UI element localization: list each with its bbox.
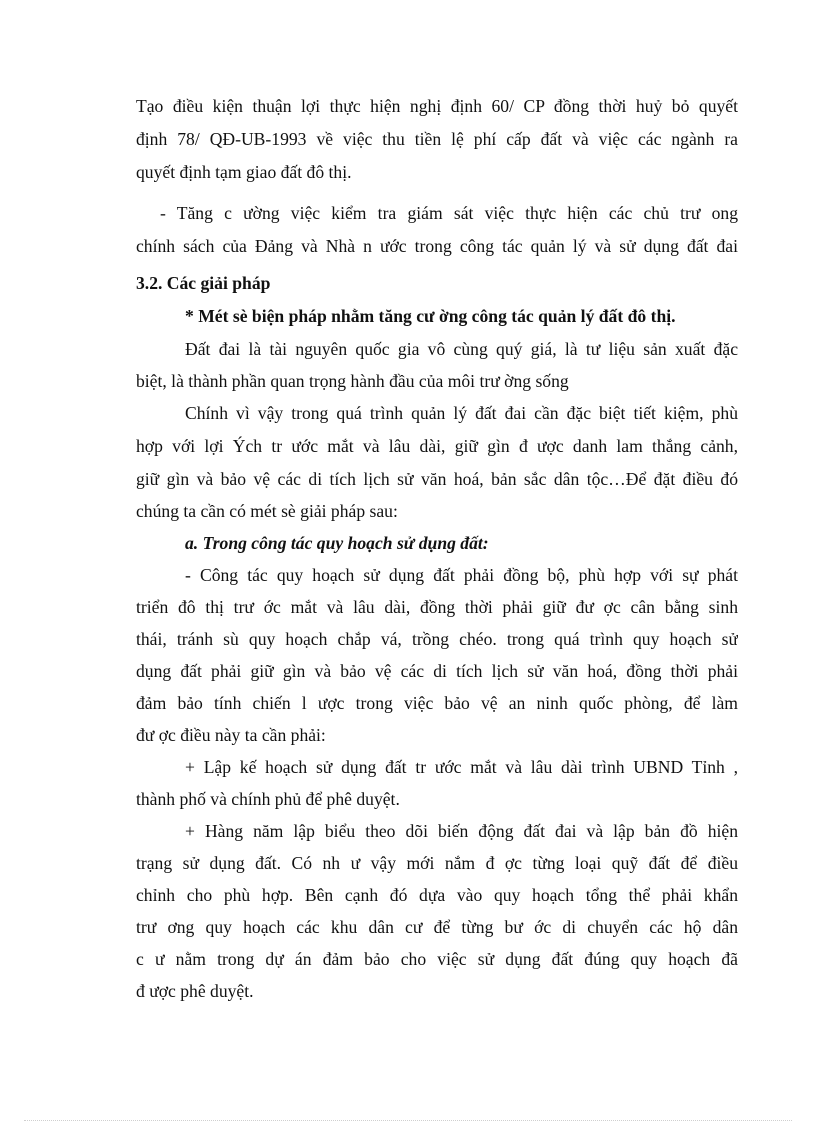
paragraph-line: biệt, là thành phần quan trọng hành đầu của môi trư ờng sống <box>136 371 569 391</box>
paragraph-line: dụng đất phải giữ gìn và bảo vệ các di tích lịch sử văn hoá, đồng thời phải <box>136 661 738 681</box>
paragraph-line: c ư nằm trong dự án đảm bảo cho việc sử dụng đất đúng quy hoạch đã <box>136 949 738 969</box>
paragraph-line: + Hàng năm lập biểu theo dõi biến động đất đai và lập bản đồ hiện <box>185 821 738 841</box>
paragraph-line: chúng ta cần có mét sè giải pháp sau: <box>136 501 398 521</box>
section-heading: 3.2. Các giải pháp <box>136 273 271 293</box>
paragraph-line: định 78/ QĐ-UB-1993 về việc thu tiền lệ phí cấp đất và việc các ngành ra <box>136 129 738 149</box>
paragraph-line: triển đô thị trư ớc mắt và lâu dài, đồng thời phải giữ đư ợc cân bằng sinh <box>136 597 738 617</box>
paragraph-line: - Công tác quy hoạch sử dụng đất phải đồng bộ, phù hợp với sự phát <box>185 565 738 585</box>
paragraph-line: - Tăng c ường việc kiểm tra giám sát việc thực hiện các chủ trư ong <box>160 203 738 223</box>
subsection-heading: * Mét sè biện pháp nhằm tăng cư ờng công tác quản lý đất đô thị. <box>185 306 676 326</box>
subsection-heading: a. Trong công tác quy hoạch sử dụng đất: <box>185 533 489 553</box>
paragraph-line: thành phố và chính phủ để phê duyệt. <box>136 789 400 809</box>
paragraph-line: Đất đai là tài nguyên quốc gia vô cùng quý giá, là tư liệu sản xuất đặc <box>185 339 738 359</box>
paragraph-line: thái, tránh sù quy hoạch chắp vá, trồng chéo. trong quá trình quy hoạch sử <box>136 629 738 649</box>
paragraph-line: đư ợc điều này ta cần phải: <box>136 725 326 745</box>
paragraph-line: giữ gìn và bảo vệ các di tích lịch sử văn hoá, bản sắc dân tộc…Để đặt điều đó <box>136 469 738 489</box>
paragraph-line: đảm bảo tính chiến l ược trong việc bảo vệ an ninh quốc phòng, để làm <box>136 693 738 713</box>
paragraph-line: quyết định tạm giao đất đô thị. <box>136 162 352 182</box>
paragraph-line: chỉnh cho phù hợp. Bên cạnh đó dựa vào quy hoạch tổng thể phải khẩn <box>136 885 738 905</box>
paragraph-line: trạng sử dụng đất. Có nh ư vậy mới nắm đ ợc từng loại quỹ đất để điều <box>136 853 738 873</box>
paragraph-line: hợp với lợi Ých tr ước mắt và lâu dài, giữ gìn đ ược danh lam thắng cảnh, <box>136 436 738 456</box>
paragraph-line: trư ơng quy hoạch các khu dân cư để từng bư ớc di chuyển các hộ dân <box>136 917 738 937</box>
paragraph-line: đ ược phê duyệt. <box>136 981 254 1001</box>
paragraph-line: chính sách của Đảng và Nhà n ước trong công tác quản lý và sử dụng đất đai <box>136 236 738 256</box>
paragraph-line: Chính vì vậy trong quá trình quản lý đất đai cần đặc biệt tiết kiệm, phù <box>185 403 738 423</box>
paragraph-line: Tạo điều kiện thuận lợi thực hiện nghị định 60/ CP đồng thời huỷ bỏ quyết <box>136 96 738 116</box>
paragraph-line: + Lập kế hoạch sử dụng đất tr ước mắt và lâu dài trình UBND Tỉnh , <box>185 757 738 777</box>
page-bottom-divider <box>24 1120 792 1121</box>
